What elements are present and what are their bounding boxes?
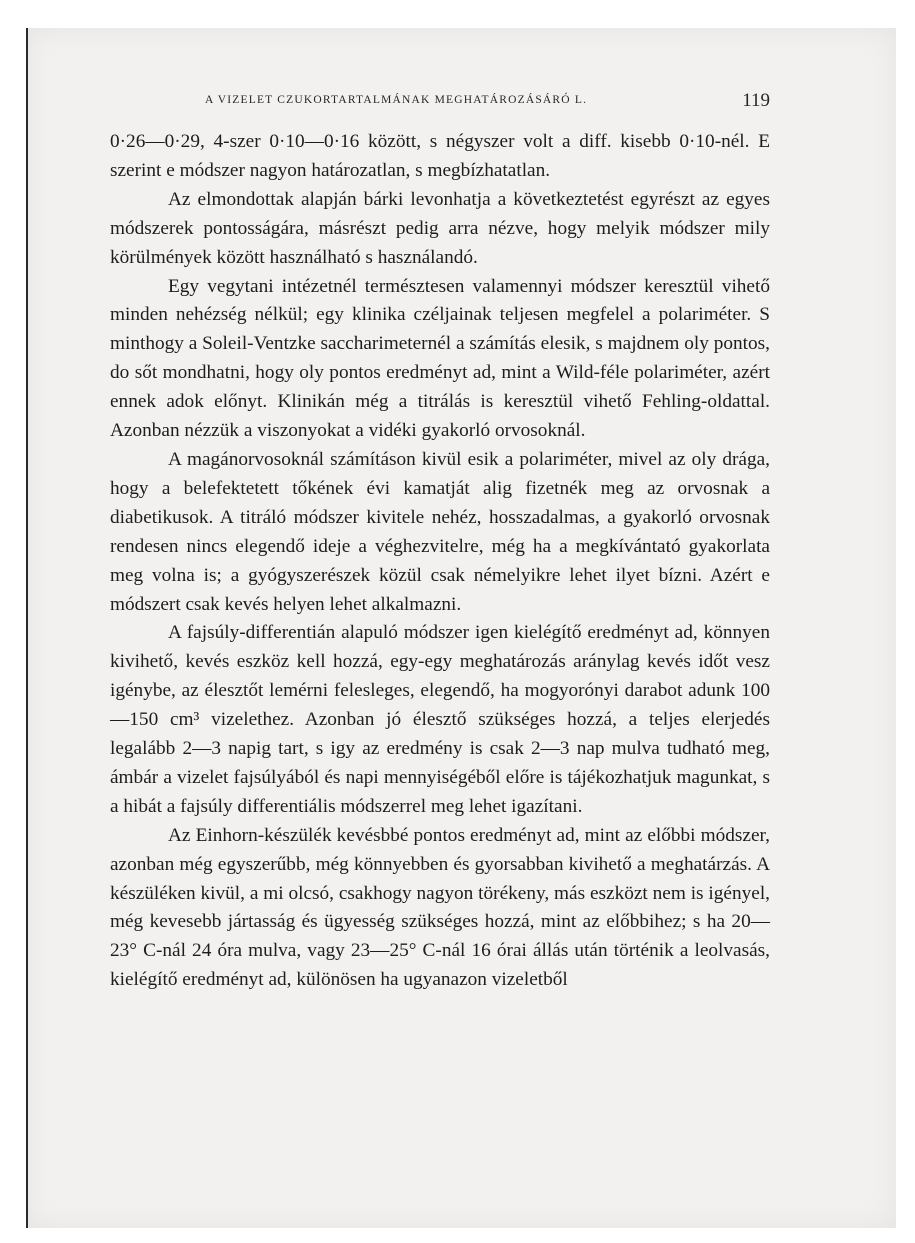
page-number: 119 bbox=[742, 90, 770, 111]
paragraph-continuation: 0·26—0·29, 4-szer 0·10—0·16 között, s négyszer volt a diff. kisebb 0·10-nél. E szerint e módszer nagyon határozatlan, s megbízhatatlan. bbox=[110, 131, 770, 181]
paragraph-private-doctors: A magánorvosoknál számításon kivül esik a polariméter, mivel az oly drága, hogy a belefektetett tőkének évi kamatját alig fizetnék meg az orvosnak a diabetikusok. A titráló módszer kivitele nehéz, hosszadalmas, a gyakorló orvosnak rendesen nincs elegendő ideje a véghezvitelre, még ha a megkívántató gyakorlata meg volna is; a gyógyszerészek közül csak némelyikre lehet ilyet bízni. Azért e módszert csak kevés helyen lehet alkalmazni. bbox=[110, 448, 770, 615]
paragraph-einhorn: Az Einhorn-készülék kevésbbé pontos eredményt ad, mint az előbbi módszer, azonban még egyszerűbb, még könnyebben és gyorsabban kivihető a meghatárzás. A készüléken kivül, a mi olcsó, csakhogy nagyon törékeny, más eszközt nem is igényel, még kevesebb jártasság és ügyesség szükséges hozzá, mint az előbbihez; s ha 20—23° C-nál 24 óra mulva, vagy 23—25° C-nál 16 órai állás után történik a leolvasás, kielégítő eredményt ad, különösen ha ugyanazon vizeletből bbox=[110, 824, 770, 991]
page-binding-edge bbox=[26, 28, 28, 1228]
paragraph-specific-gravity: A fajsúly-differentián alapuló módszer igen kielégítő eredményt ad, könnyen kivihető, kevés eszköz kell hozzá, egy-egy meghatározás aránylag kevés időt vesz igénybe, az élesztőt lemérni felesleges, elegendő, ha mogyorónyi darabot adunk 100—150 cm³ vizelethez. Azonban jó élesztő szükséges hozzá, a teljes elerjedés legalább 2—3 napig tart, s igy az eredmény is csak 2—3 nap mulva tudható meg, ámbár a vizelet fajsúlyából és napi mennyiségéből előre is tájékozhatjuk magunkat, s a hibát a fajsúly differentiális módszerrel meg lehet igazítani. bbox=[110, 622, 770, 817]
paragraph-conclusion: Az elmondottak alapján bárki levonhatja a következtetést egyrészt az egyes módszerek pontosságára, másrészt pedig arra nézve, hogy melyik módszer mily körülmények között használható s használandó. bbox=[110, 188, 770, 268]
running-title: A VIZELET CZUKORTARTALMÁNAK MEGHATÁROZÁSÁRÓ L. bbox=[205, 94, 588, 106]
page-header bbox=[110, 90, 770, 118]
paragraph-laboratory: Egy vegytani intézetnél természtesen valamennyi módszer keresztül vihető minden nehézség nélkül; egy klinika czéljainak teljesen megfelel a polariméter. S minthogy a Soleil-Ventzke saccharimeternél a számítás elesik, s majdnem oly pontos, do sőt mondhatni, hogy oly pontos eredményt ad, mint a Wild-féle polariméter, azért ennek adok előnyt. Klinikán még a titrálás is keresztül vihető Fehling-oldattal. Azonban nézzük a viszonyokat a vidéki gyakorló orvosoknál. bbox=[110, 275, 770, 442]
body-text bbox=[110, 128, 770, 995]
